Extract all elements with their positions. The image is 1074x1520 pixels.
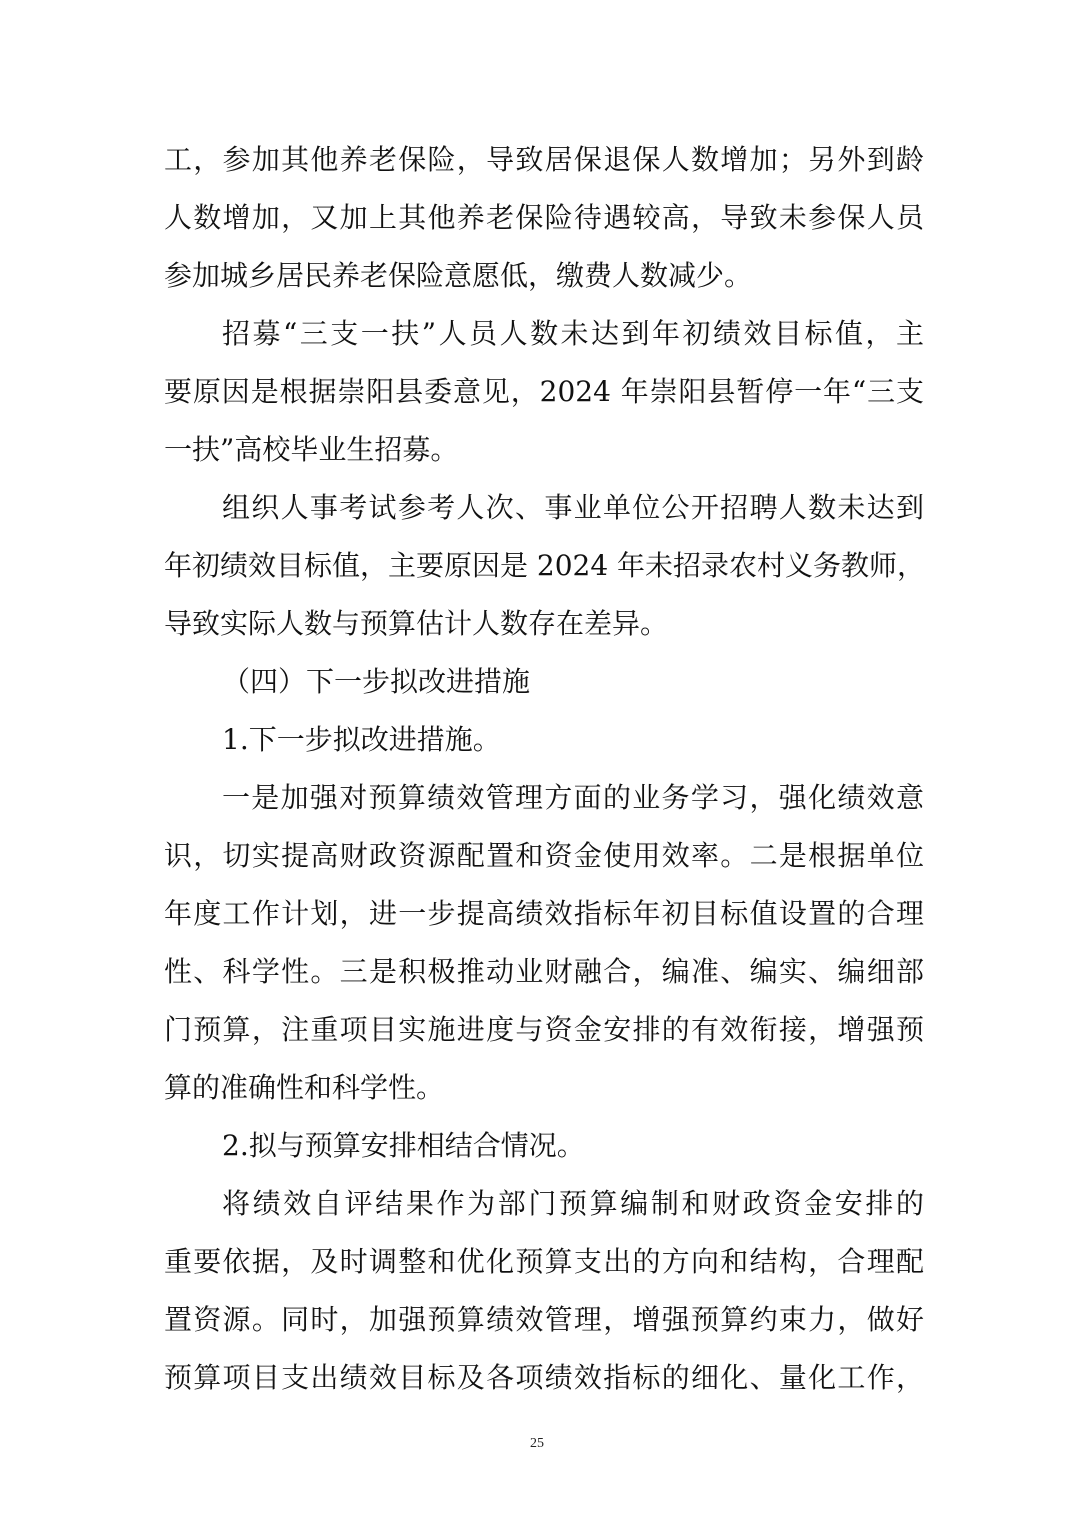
body-text-line: 识，切实提高财政资源配置和资金使用效率。二是根据单位 [164, 839, 924, 872]
body-text-line: 人数增加，又加上其他养老保险待遇较高，导致未参保人员 [164, 201, 924, 234]
body-text-line: 将绩效自评结果作为部门预算编制和财政资金安排的 [222, 1187, 924, 1220]
body-text-line: 一扶”高校毕业生招募。 [164, 433, 459, 466]
body-text-line: 参加城乡居民养老保险意愿低，缴费人数减少。 [164, 259, 753, 292]
section-heading: （四）下一步拟改进措施 [222, 665, 531, 698]
body-text-line: 年度工作计划，进一步提高绩效指标年初目标值设置的合理 [164, 897, 924, 930]
body-text-line: 导致实际人数与预算估计人数存在差异。 [164, 607, 669, 640]
body-text-line: 工，参加其他养老保险，导致居保退保人数增加；另外到龄 [164, 143, 924, 176]
page-number: 25 [530, 1436, 544, 1451]
body-text-line: 年初绩效目标值，主要原因是 2024 年未招录农村义务教师， [164, 549, 926, 582]
body-text-line: 预算项目支出绩效目标及各项绩效指标的细化、量化工作， [164, 1361, 924, 1394]
body-text-line: 置资源。同时，加强预算绩效管理，增强预算约束力，做好 [164, 1303, 924, 1336]
body-text-line: 算的准确性和科学性。 [164, 1071, 445, 1104]
body-text-line: 门预算，注重项目实施进度与资金安排的有效衔接，增强预 [164, 1013, 924, 1046]
subsection-heading: 1.下一步拟改进措施。 [222, 723, 501, 756]
body-text-line: 一是加强对预算绩效管理方面的业务学习，强化绩效意 [222, 781, 924, 814]
body-text-line: 组织人事考试参考人次、事业单位公开招聘人数未达到 [222, 491, 924, 524]
body-text-line: 要原因是根据崇阳县委意见，2024 年崇阳县暂停一年“三支 [164, 375, 924, 408]
subsection-heading: 2.拟与预算安排相结合情况。 [222, 1129, 585, 1162]
body-text-line: 重要依据，及时调整和优化预算支出的方向和结构，合理配 [164, 1245, 924, 1278]
body-text-line: 招募“三支一扶”人员人数未达到年初绩效目标值，主 [222, 317, 924, 350]
body-text-line: 性、科学性。三是积极推动业财融合，编准、编实、编细部 [164, 955, 924, 988]
